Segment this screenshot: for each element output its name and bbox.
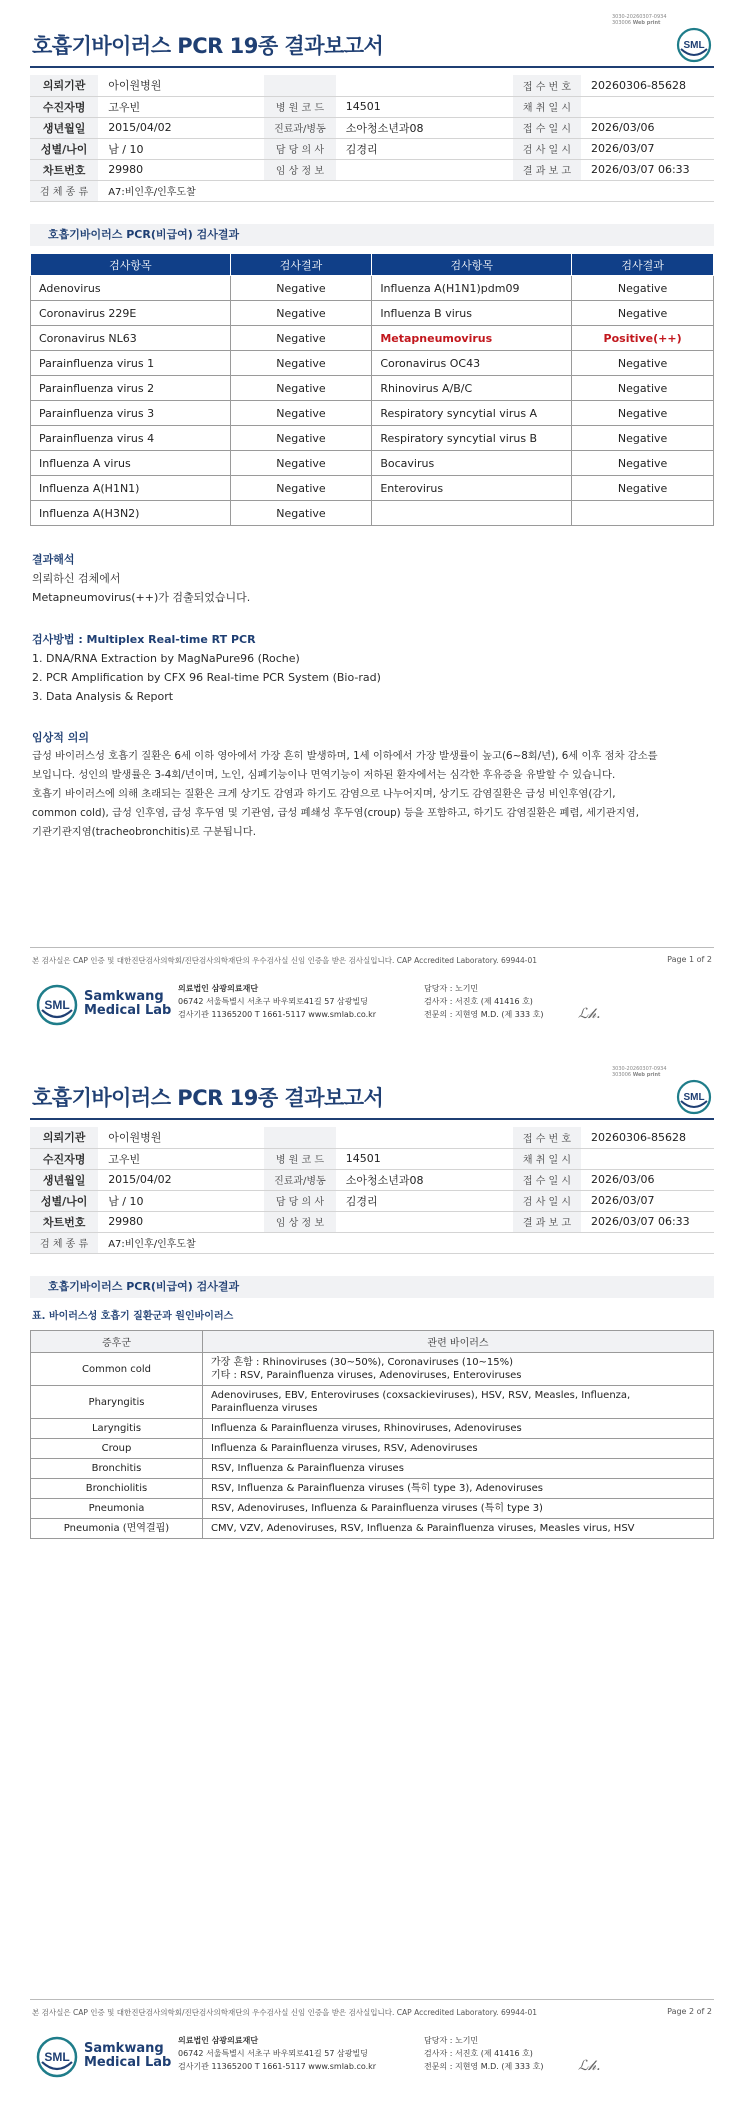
results-row [31, 276, 714, 301]
result-cell: Negative [230, 326, 372, 351]
info-value: 20260306-85628 [581, 1127, 714, 1148]
report-page-2 [0, 1052, 744, 2104]
brand-line: Medical Lab [84, 1003, 172, 1018]
results-row [31, 476, 714, 501]
info-label: 채 취 일 시 [513, 96, 581, 117]
disease-row [31, 1353, 714, 1386]
test-item-cell: Enterovirus [372, 476, 572, 501]
info-value: 김경리 [336, 1190, 513, 1211]
organization-info [178, 982, 376, 1021]
org-address: 06742 서울특별시 서초구 바우뫼로41길 57 삼광빌딩 [178, 997, 368, 1006]
info-value: 아이원병원 [98, 75, 264, 96]
test-item-cell: Parainfluenza virus 2 [31, 376, 231, 401]
signature: ℒ𝒽. [578, 2058, 601, 2074]
result-cell: Negative [572, 276, 714, 301]
disease-virus-table [30, 1330, 714, 1539]
info-label: 진료과/병동 [264, 117, 336, 138]
virus-cell: Influenza & Parainfluenza viruses, Rhinoviruses, Adenoviruses [203, 1419, 714, 1439]
info-value: 2015/04/02 [98, 117, 264, 138]
results-table [30, 253, 714, 526]
info-row [30, 96, 714, 117]
results-row [31, 301, 714, 326]
virus-cell: RSV, Adenoviruses, Influenza & Parainfluenza viruses (특히 type 3) [203, 1499, 714, 1519]
info-row [30, 1211, 714, 1232]
disease-row [31, 1519, 714, 1539]
syndrome-cell: Croup [31, 1439, 203, 1459]
staff-line: 담당자 : 노기민 [424, 984, 479, 993]
staff-line: 검사자 : 서진호 (제 41416 호) [424, 2049, 533, 2058]
info-label: 진료과/병동 [264, 1169, 336, 1190]
results-row [31, 351, 714, 376]
info-label: 의뢰기관 [30, 75, 98, 96]
results-row [31, 451, 714, 476]
disease-row [31, 1419, 714, 1439]
logo-text: SML [683, 40, 705, 51]
result-cell: Negative [230, 451, 372, 476]
disease-header: 관련 바이러스 [203, 1331, 714, 1353]
info-label: 차트번호 [30, 159, 98, 180]
test-item-cell: Parainfluenza virus 1 [31, 351, 231, 376]
results-header: 검사항목 [31, 254, 231, 276]
results-section-title: 호흡기바이러스 PCR(비급여) 검사결과 [30, 1276, 714, 1298]
clinical-line: 보입니다. 성인의 발생률은 3-4회/년이며, 노인, 심폐기능이나 면역기능이 저하된 환자에서는 심각한 후유증을 유발할 수 있습니다. [32, 769, 616, 781]
doc-code-line: Web print [632, 1072, 661, 1078]
info-label: 의뢰기관 [30, 1127, 98, 1148]
doc-code-line: 3030-20260307-0934 [612, 1066, 667, 1072]
clinical-line: 호흡기 바이러스에 의해 초래되는 질환은 크게 상기도 감염과 하기도 감염으로 나누어지며, 상기도 감염질환은 급성 비인후염(감기, [32, 788, 616, 800]
document-code [612, 14, 692, 26]
org-name: 의료법인 삼광의료재단 [178, 2036, 259, 2045]
clinical-block [32, 728, 712, 842]
info-label: 수진자명 [30, 1148, 98, 1169]
logo-text: SML [683, 1092, 705, 1103]
info-value: 14501 [336, 96, 513, 117]
specimen-label: 검 체 종 류 [30, 180, 98, 201]
test-item-cell: Rhinovirus A/B/C [372, 376, 572, 401]
info-value: 2026/03/07 [581, 138, 714, 159]
method-line: 2. PCR Amplification by CFX 96 Real-time PCR System (Bio-rad) [32, 671, 381, 684]
info-label [264, 1127, 336, 1148]
info-label: 수진자명 [30, 96, 98, 117]
info-value [336, 1127, 513, 1148]
patient-info-table [30, 75, 714, 202]
interpretation-block [32, 550, 712, 607]
result-cell: Negative [572, 301, 714, 326]
result-cell [572, 501, 714, 526]
result-cell: Negative [230, 401, 372, 426]
info-value: 2026/03/06 [581, 117, 714, 138]
info-label: 결 과 보 고 [513, 1211, 581, 1232]
result-cell: Negative [572, 376, 714, 401]
info-value: 남 / 10 [98, 1190, 264, 1211]
test-item-cell [372, 501, 572, 526]
results-header: 검사결과 [572, 254, 714, 276]
info-value: 29980 [98, 1211, 264, 1232]
method-line: 3. Data Analysis & Report [32, 690, 174, 703]
page-number: Page 1 of 2 [667, 955, 712, 964]
info-value: 고우빈 [98, 96, 264, 117]
disease-row [31, 1439, 714, 1459]
footer-divider [30, 1999, 714, 2000]
test-item-cell: Influenza A(H3N2) [31, 501, 231, 526]
disease-row [31, 1386, 714, 1419]
page-number: Page 2 of 2 [667, 2007, 712, 2016]
results-row [31, 326, 714, 351]
doc-code-line: Web print [632, 20, 661, 26]
specimen-value: A7:비인후/인후도찰 [98, 1232, 714, 1253]
info-label: 임 상 정 보 [264, 159, 336, 180]
virus-cell: CMV, VZV, Adenoviruses, RSV, Influenza & Parainfluenza viruses, Measles virus, HSV [203, 1519, 714, 1539]
staff-line: 담당자 : 노기민 [424, 2036, 479, 2045]
results-row [31, 376, 714, 401]
info-value [581, 1148, 714, 1169]
test-item-cell: Parainfluenza virus 4 [31, 426, 231, 451]
clinical-line: common cold), 급성 인후염, 급성 후두염 및 기관염, 급성 폐쇄성 후두염(croup) 등을 포함하고, 하기도 감염질환은 폐렴, 세기관지염, [32, 807, 640, 819]
info-label: 접 수 일 시 [513, 117, 581, 138]
accreditation-note: 본 검사실은 CAP 인증 및 대한진단검사의학회/진단검사의학재단의 우수검사실 신임 인증을 받은 검사실입니다. CAP Accredited Laboratory. 69944-01 [32, 956, 538, 965]
results-row [31, 401, 714, 426]
report-title: 호흡기바이러스 PCR 19종 결과보고서 [32, 34, 384, 58]
staff-line: 전문의 : 지현영 M.D. (제 333 호) [424, 2062, 544, 2071]
result-cell: Negative [230, 376, 372, 401]
disease-row [31, 1479, 714, 1499]
info-value [336, 159, 513, 180]
info-value: 소아청소년과08 [336, 1169, 513, 1190]
results-row [31, 501, 714, 526]
info-row [30, 138, 714, 159]
test-item-cell: Parainfluenza virus 3 [31, 401, 231, 426]
info-row [30, 117, 714, 138]
result-cell: Negative [230, 276, 372, 301]
org-contact: 검사기관 11365200 T 1661-5117 www.smlab.co.kr [178, 2062, 377, 2071]
test-item-cell: Influenza A(H1N1)pdm09 [372, 276, 572, 301]
syndrome-cell: Pneumonia [31, 1499, 203, 1519]
info-row [30, 1232, 714, 1253]
virus-cell: Adenoviruses, EBV, Enteroviruses (coxsackieviruses), HSV, RSV, Measles, Influenza, Parainfluenza viruses [203, 1386, 714, 1419]
specimen-value: A7:비인후/인후도찰 [98, 180, 714, 201]
staff-line: 전문의 : 지현영 M.D. (제 333 호) [424, 1010, 544, 1019]
test-item-cell: Influenza B virus [372, 301, 572, 326]
info-label: 담 당 의 사 [264, 138, 336, 159]
info-value: 소아청소년과08 [336, 117, 513, 138]
virus-cell: RSV, Influenza & Parainfluenza viruses [203, 1459, 714, 1479]
info-label: 담 당 의 사 [264, 1190, 336, 1211]
sml-logo-icon [676, 27, 712, 63]
test-item-cell: Coronavirus NL63 [31, 326, 231, 351]
result-cell: Negative [230, 476, 372, 501]
report-title: 호흡기바이러스 PCR 19종 결과보고서 [32, 1086, 384, 1110]
brand-name [84, 2042, 171, 2070]
result-cell: Negative [572, 476, 714, 501]
org-name: 의료법인 삼광의료재단 [178, 984, 259, 993]
interpretation-line: 의뢰하신 검체에서 [32, 572, 121, 585]
result-cell: Negative [572, 351, 714, 376]
info-value: 남 / 10 [98, 138, 264, 159]
brand-name [84, 990, 171, 1018]
specimen-label: 검 체 종 류 [30, 1232, 98, 1253]
virus-cell: 가장 흔함 : Rhinoviruses (30~50%), Coronaviruses (10~15%) 기타 : RSV, Parainfluenza viruses, Adenoviruses, Enteroviruses [203, 1353, 714, 1386]
info-row [30, 1169, 714, 1190]
info-value: 2026/03/07 06:33 [581, 1211, 714, 1232]
logo-text: SML [44, 998, 70, 1012]
sml-logo-icon [676, 1079, 712, 1115]
test-item-cell: Coronavirus 229E [31, 301, 231, 326]
info-label [264, 75, 336, 96]
document-code [612, 1066, 692, 1078]
staff-info [424, 2034, 543, 2073]
clinical-line: 급성 바이러스성 호흡기 질환은 6세 이하 영아에서 가장 흔히 발생하며, 1세 이하에서 가장 발생률이 높고(6~8회/년), 6세 이후 점차 감소를 [32, 750, 658, 762]
results-header: 검사항목 [372, 254, 572, 276]
brand-line: Samkwang [84, 2041, 164, 2056]
info-label: 임 상 정 보 [264, 1211, 336, 1232]
result-cell: Negative [572, 426, 714, 451]
info-value: 20260306-85628 [581, 75, 714, 96]
method-block [32, 630, 712, 706]
result-cell: Negative [230, 426, 372, 451]
staff-line: 검사자 : 서진호 (제 41416 호) [424, 997, 533, 1006]
info-label: 접 수 일 시 [513, 1169, 581, 1190]
signature: ℒ𝒽. [578, 1006, 601, 1022]
accreditation-note: 본 검사실은 CAP 인증 및 대한진단검사의학회/진단검사의학재단의 우수검사실 신임 인증을 받은 검사실입니다. CAP Accredited Laboratory. 69944-01 [32, 2008, 538, 2017]
doc-code-line: 303006 [612, 20, 632, 26]
test-item-cell: Metapneumovirus [372, 326, 572, 351]
info-row [30, 1127, 714, 1148]
disease-body [31, 1353, 714, 1539]
info-value [581, 96, 714, 117]
info-value: 2015/04/02 [98, 1169, 264, 1190]
disease-table-caption: 표. 바이러스성 호흡기 질환군과 원인바이러스 [32, 1311, 234, 1322]
interpretation-heading: 결과해석 [32, 553, 75, 566]
test-item-cell: Influenza A(H1N1) [31, 476, 231, 501]
results-header: 검사결과 [230, 254, 372, 276]
method-line: 1. DNA/RNA Extraction by MagNaPure96 (Roche) [32, 652, 300, 665]
result-cell: Negative [230, 301, 372, 326]
test-item-cell: Bocavirus [372, 451, 572, 476]
result-cell: Negative [230, 501, 372, 526]
title-divider [30, 1118, 714, 1120]
info-value [336, 1211, 513, 1232]
result-cell: Negative [230, 351, 372, 376]
disease-row [31, 1499, 714, 1519]
info-label: 생년월일 [30, 1169, 98, 1190]
info-label: 생년월일 [30, 117, 98, 138]
info-row [30, 1148, 714, 1169]
virus-cell: Influenza & Parainfluenza viruses, RSV, Adenoviruses [203, 1439, 714, 1459]
footer-divider [30, 947, 714, 948]
syndrome-cell: Bronchitis [31, 1459, 203, 1479]
staff-info [424, 982, 543, 1021]
info-label: 병 원 코 드 [264, 1148, 336, 1169]
interpretation-line: Metapneumovirus(++)가 검출되었습니다. [32, 591, 251, 604]
result-cell: Negative [572, 451, 714, 476]
syndrome-cell: Bronchiolitis [31, 1479, 203, 1499]
organization-info [178, 2034, 376, 2073]
info-label: 병 원 코 드 [264, 96, 336, 117]
test-item-cell: Influenza A virus [31, 451, 231, 476]
syndrome-cell: Pharyngitis [31, 1386, 203, 1419]
brand-line: Samkwang [84, 989, 164, 1004]
org-address: 06742 서울특별시 서초구 바우뫼로41길 57 삼광빌딩 [178, 2049, 368, 2058]
disease-header-row [31, 1331, 714, 1353]
clinical-heading: 임상적 의의 [32, 731, 89, 744]
info-label: 검 사 일 시 [513, 138, 581, 159]
patient-info-table [30, 1127, 714, 1254]
info-row [30, 75, 714, 96]
org-contact: 검사기관 11365200 T 1661-5117 www.smlab.co.kr [178, 1010, 377, 1019]
doc-code-line: 3030-20260307-0934 [612, 14, 667, 20]
results-header-row [31, 254, 714, 276]
info-label: 성별/나이 [30, 138, 98, 159]
info-label: 접 수 번 호 [513, 75, 581, 96]
info-row [30, 180, 714, 201]
logo-text: SML [44, 2050, 70, 2064]
title-divider [30, 66, 714, 68]
patient-info-body [30, 75, 714, 201]
result-cell: Positive(++) [572, 326, 714, 351]
syndrome-cell: Common cold [31, 1353, 203, 1386]
info-label: 검 사 일 시 [513, 1190, 581, 1211]
results-section-title: 호흡기바이러스 PCR(비급여) 검사결과 [30, 224, 714, 246]
info-row [30, 159, 714, 180]
info-label: 채 취 일 시 [513, 1148, 581, 1169]
disease-header: 증후군 [31, 1331, 203, 1353]
syndrome-cell: Pneumonia (면역결핍) [31, 1519, 203, 1539]
info-value: 2026/03/07 06:33 [581, 159, 714, 180]
info-label: 차트번호 [30, 1211, 98, 1232]
result-cell: Negative [572, 401, 714, 426]
disease-row [31, 1459, 714, 1479]
info-value: 2026/03/07 [581, 1190, 714, 1211]
results-body [31, 276, 714, 526]
patient-info-body [30, 1127, 714, 1253]
info-value: 14501 [336, 1148, 513, 1169]
doc-code-line: 303006 [612, 1072, 632, 1078]
samkwang-logo-icon [36, 2036, 78, 2078]
test-item-cell: Respiratory syncytial virus B [372, 426, 572, 451]
info-value: 고우빈 [98, 1148, 264, 1169]
info-label: 결 과 보 고 [513, 159, 581, 180]
virus-cell: RSV, Influenza & Parainfluenza viruses (특히 type 3), Adenoviruses [203, 1479, 714, 1499]
method-heading: 검사방법 : Multiplex Real-time RT PCR [32, 633, 256, 646]
info-value: 29980 [98, 159, 264, 180]
test-item-cell: Respiratory syncytial virus A [372, 401, 572, 426]
info-value: 김경리 [336, 138, 513, 159]
info-row [30, 1190, 714, 1211]
syndrome-cell: Laryngitis [31, 1419, 203, 1439]
samkwang-logo-icon [36, 984, 78, 1026]
info-label: 접 수 번 호 [513, 1127, 581, 1148]
info-value: 아이원병원 [98, 1127, 264, 1148]
clinical-line: 기관기관지염(tracheobronchitis)로 구분됩니다. [32, 826, 257, 838]
results-row [31, 426, 714, 451]
test-item-cell: Adenovirus [31, 276, 231, 301]
info-value [336, 75, 513, 96]
info-label: 성별/나이 [30, 1190, 98, 1211]
info-value: 2026/03/06 [581, 1169, 714, 1190]
test-item-cell: Coronavirus OC43 [372, 351, 572, 376]
brand-line: Medical Lab [84, 2055, 172, 2070]
